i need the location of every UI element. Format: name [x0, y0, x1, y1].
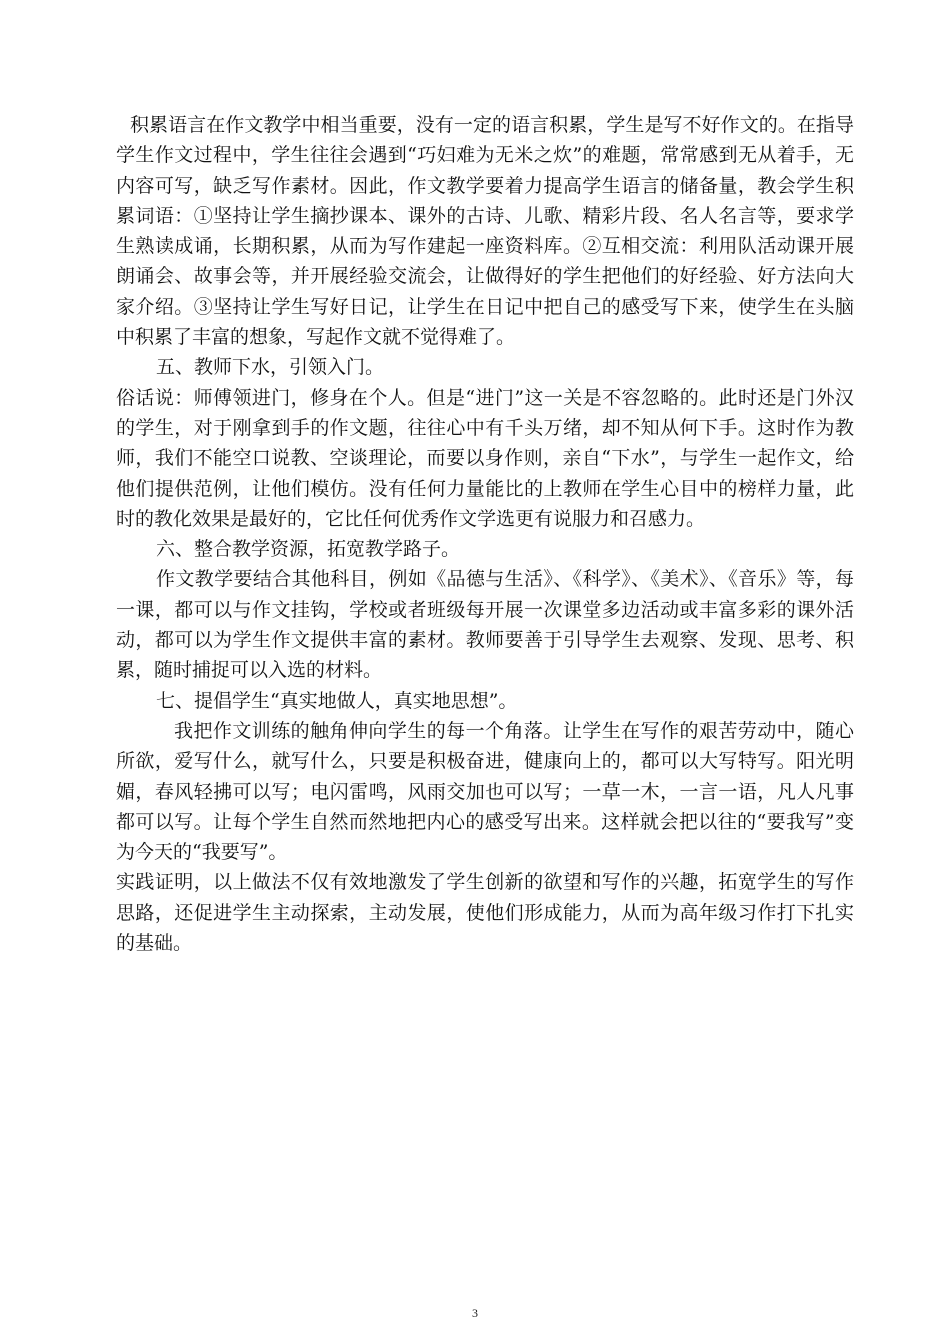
section-heading-seven: 七、提倡学生“真实地做人，真实地思想”。: [156, 689, 518, 712]
paragraph-language-accumulation: 积累语言在作文教学中相当重要，没有一定的语言积累，学生是写不好作文的。在指导学生作文过程中，学生往往会遇到“巧妇难为无米之炊”的难题，常常感到无从着手，无内容可写，缺乏写作素材。因此，作文教学要着力提高学生语言的储备量，教会学生积累词语：①坚持让学生摘抄课本、课外的古诗、儿歌、精彩片段、名人名言等，要求学生熟读成诵，长期积累，从而为写作建起一座资料库。②互相交流：利用队活动课开展朗诵会、故事会等，并开展经验交流会，让做得好的学生把他们的好经验、好方法向大家介绍。③坚持让学生写好日记，让学生在日记中把自己的感受写下来，使学生在头脑中积累了丰富的想象，写起作文就不觉得难了。: [116, 114, 854, 349]
paragraph-teacher-demonstration: 俗话说：师傅领进门，修身在个人。但是“进门”这一关是不容忽略的。此时还是门外汉的学生，对于刚拿到手的作文题，往往心中有千头万绪，却不知从何下手。这时作为教师，我们不能空口说教、空谈理论，而要以身作则，亲自“下水”，与学生一起作文，给他们提供范例，让他们模仿。没有任何力量能比的上教师在学生心目中的榜样力量，此时的教化效果是最好的，它比任何优秀作文学选更有说服力和召感力。: [116, 386, 854, 530]
page-number: 3: [472, 1306, 478, 1320]
document-body: [116, 110, 854, 958]
paragraph-integrate-resources: 作文教学要结合其他科目，例如《品德与生活》、《科学》、《美术》、《音乐》等，每一课，都可以与作文挂钩，学校或者班级每开展一次课堂多边活动或丰富多彩的课外活动，都可以为学生作文提供丰富的素材。教师要善于引导学生去观察、发现、思考、积累，随时捕捉可以入选的材料。: [116, 568, 854, 682]
paragraph-conclusion: 实践证明，以上做法不仅有效地激发了学生创新的欲望和写作的兴趣，拓宽学生的写作思路，还促进学生主动探索，主动发展，使他们形成能力，从而为高年级习作打下扎实的基础。: [116, 871, 854, 955]
section-heading-six: 六、整合教学资源，拓宽教学路子。: [156, 538, 461, 561]
section-heading-five: 五、教师下水，引领入门。: [156, 356, 385, 379]
paragraph-writing-practice: 我把作文训练的触角伸向学生的每一个角落。让学生在写作的艰苦劳动中，随心所欲，爱写什么，就写什么，只要是积极奋进，健康向上的，都可以大写特写。阳光明媚，春风轻拂可以写；电闪雷鸣，风雨交加也可以写；一草一木，一言一语，凡人凡事都可以写。让每个学生自然而然地把内心的感受写出来。这样就会把以往的“要我写”变为今天的“我要写”。: [116, 719, 854, 864]
